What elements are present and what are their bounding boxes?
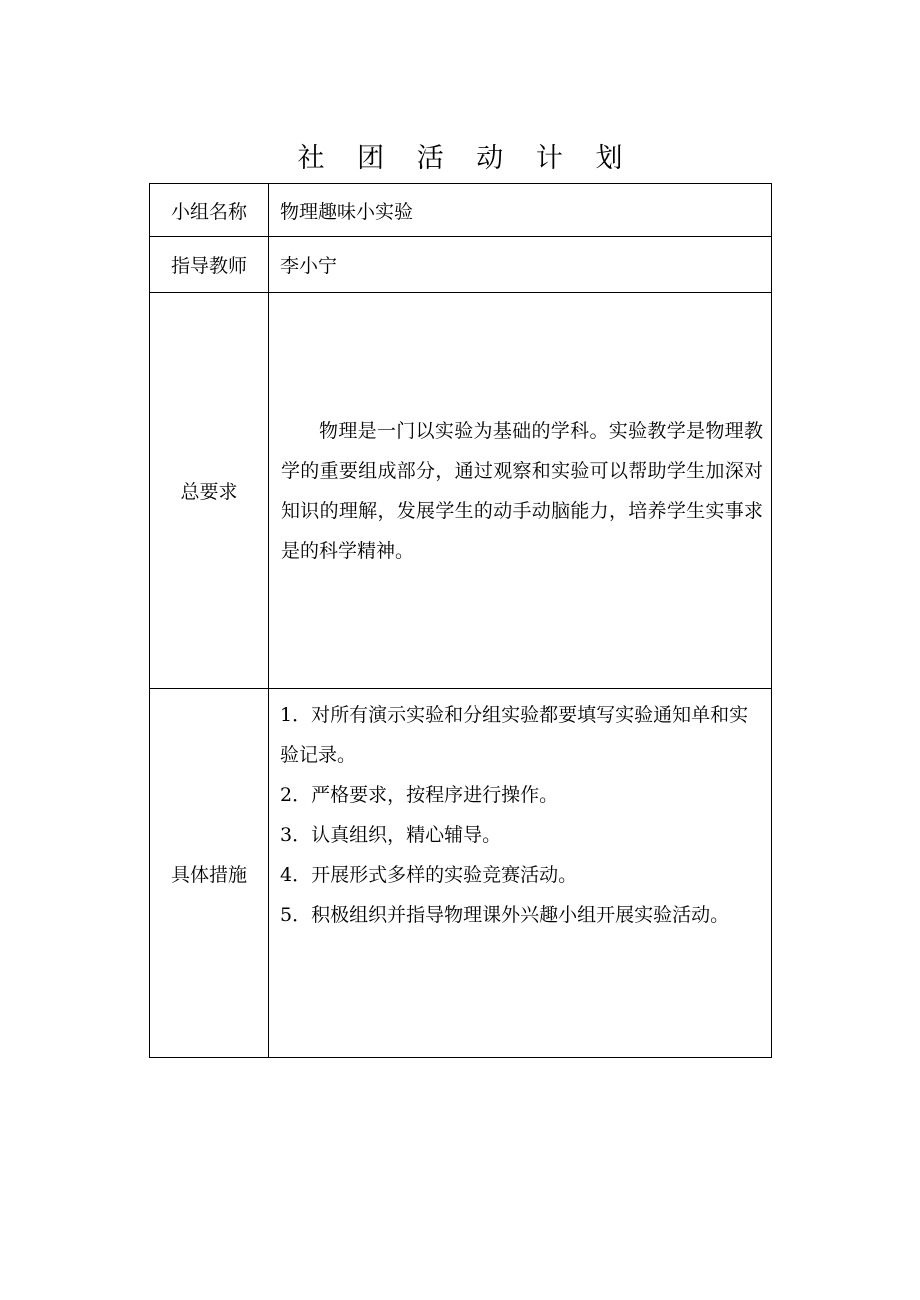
measures-row [150, 689, 772, 1058]
measure-item: 4．开展形式多样的实验竞赛活动。 [280, 864, 578, 886]
requirements-cell [269, 293, 772, 689]
group-name-row [150, 184, 772, 237]
measure-item: 5．积极组织并指导物理课外兴趣小组开展实验活动。 [280, 904, 730, 926]
group-name-label: 小组名称 [150, 184, 269, 237]
measure-item: 3．认真组织，精心辅导。 [280, 824, 502, 846]
measure-item: 2．严格要求，按程序进行操作。 [280, 784, 559, 806]
measures-cell [269, 689, 772, 1058]
measures-label: 具体措施 [150, 689, 269, 1058]
requirements-row [150, 293, 772, 689]
page-title: 社 团 活 动 计 划 [297, 143, 635, 174]
measure-item: 1．对所有演示实验和分组实验都要填写实验通知单和实验记录。 [280, 704, 749, 766]
teacher-value: 李小宁 [269, 237, 772, 293]
requirements-text: 物理是一门以实验为基础的学科。实验教学是物理教学的重要组成部分，通过观察和实验可以帮助学生加深对知识的理解，发展学生的动手动脑能力，培养学生实事求是的科学精神。 [281, 419, 763, 562]
group-name-value: 物理趣味小实验 [269, 184, 772, 237]
requirements-label: 总要求 [150, 293, 269, 689]
teacher-row [150, 237, 772, 293]
plan-table [149, 183, 772, 1058]
teacher-label: 指导教师 [150, 237, 269, 293]
